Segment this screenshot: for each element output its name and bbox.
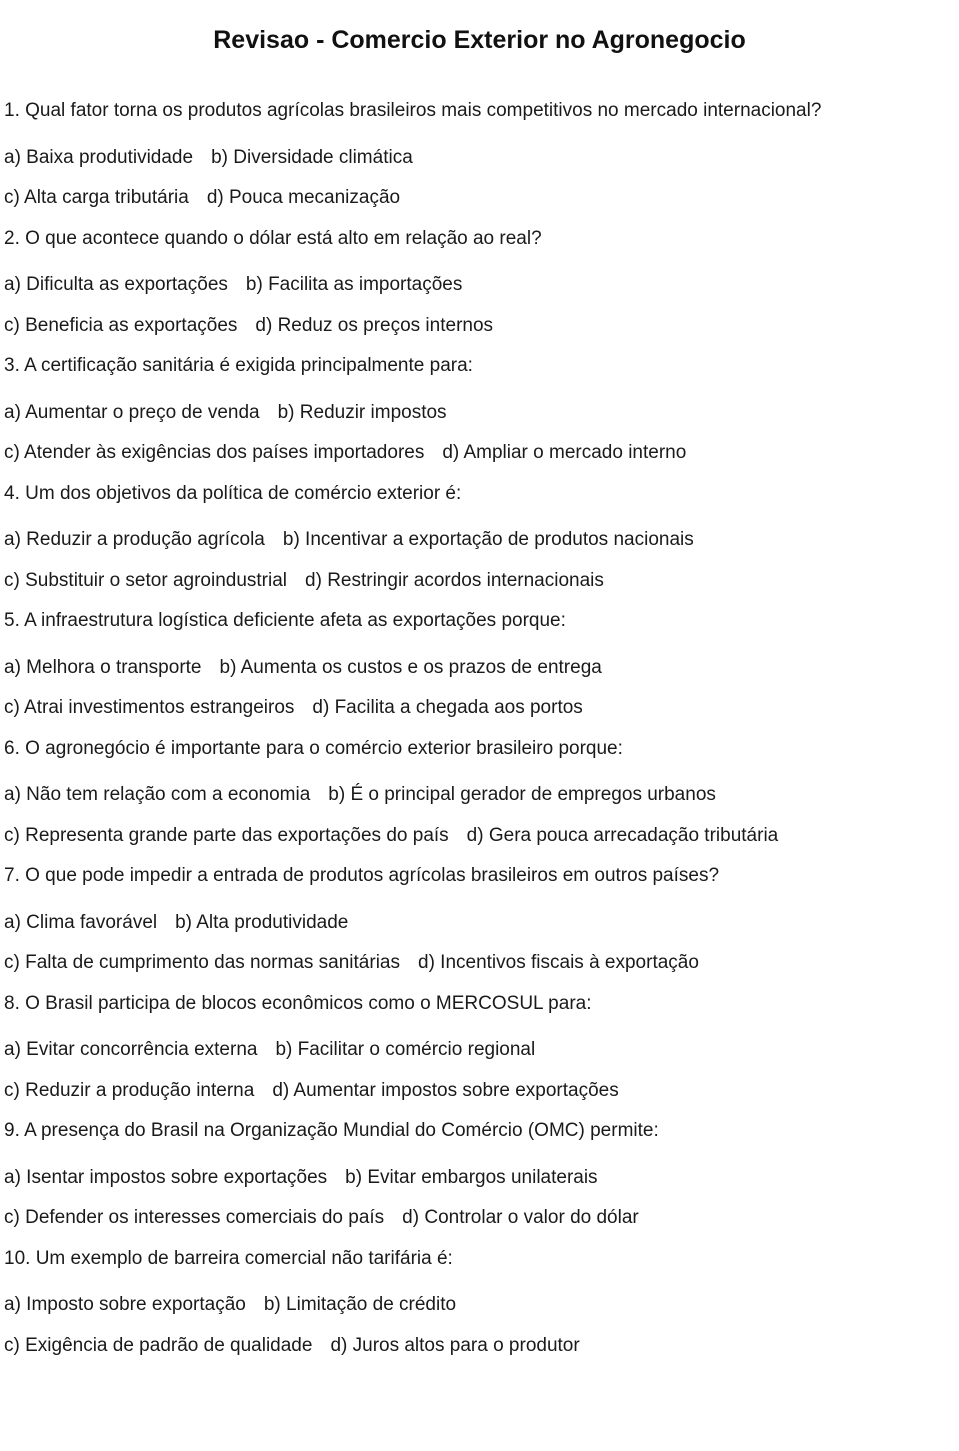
- option-b: b) Aumenta os custos e os prazos de entrega: [219, 656, 602, 678]
- options-row: [4, 311, 954, 352]
- question-text: 7. O que pode impedir a entrada de produtos agrícolas brasileiros em outros países?: [4, 865, 720, 886]
- option-a: a) Não tem relação com a economia: [4, 784, 311, 805]
- option-d: d) Pouca mecanização: [206, 187, 401, 208]
- option-a: a) Evitar concorrência externa: [4, 1039, 258, 1060]
- question-text: 5. A infraestrutura logística deficiente afeta as exportações porque:: [4, 610, 566, 631]
- question-7: [4, 861, 954, 989]
- option-d: d) Aumentar impostos sobre exportações: [272, 1079, 619, 1101]
- option-c: c) Representa grande parte das exportações do país: [4, 824, 449, 846]
- option-d: d) Reduz os preços internos: [255, 314, 494, 336]
- option-a: a) Melhora o transporte: [4, 656, 202, 678]
- option-b: b) Facilitar o comércio regional: [275, 1039, 536, 1060]
- option-d: d) Facilita a chegada aos portos: [312, 697, 583, 718]
- options-row: [4, 908, 954, 949]
- option-a: a) Reduzir a produção agrícola: [4, 529, 265, 550]
- question-text: 9. A presença do Brasil na Organização Mundial do Comércio (OMC) permite:: [4, 1120, 659, 1141]
- option-c: c) Defender os interesses comerciais do país: [4, 1207, 385, 1228]
- options-row: [4, 566, 954, 607]
- question-text: 6. O agronegócio é importante para o comércio exterior brasileiro porque:: [4, 737, 623, 759]
- option-d: d) Gera pouca arrecadação tributária: [466, 824, 779, 846]
- question-text: 8. O Brasil participa de blocos econômicos como o MERCOSUL para:: [4, 992, 592, 1014]
- options-row: [4, 525, 954, 566]
- options-row: [4, 1163, 954, 1204]
- options-row: [4, 1203, 954, 1244]
- question-2: [4, 224, 954, 352]
- options-row: [4, 270, 954, 311]
- option-d: d) Ampliar o mercado interno: [442, 442, 687, 463]
- options-row: [4, 1331, 954, 1372]
- question-8: [4, 989, 954, 1117]
- option-d: d) Incentivos fiscais à exportação: [418, 952, 699, 973]
- option-a: a) Imposto sobre exportação: [4, 1294, 246, 1315]
- question-10: [4, 1244, 954, 1372]
- option-b: b) Evitar embargos unilaterais: [345, 1166, 598, 1188]
- options-row: [4, 653, 954, 694]
- options-row: [4, 1035, 954, 1076]
- option-b: b) Alta produtividade: [175, 911, 349, 933]
- option-a: a) Isentar impostos sobre exportações: [4, 1166, 328, 1188]
- question-text: 3. A certificação sanitária é exigida principalmente para:: [4, 355, 473, 376]
- options-row: [4, 821, 954, 862]
- option-c: c) Reduzir a produção interna: [4, 1079, 255, 1101]
- option-c: c) Alta carga tributária: [4, 187, 189, 208]
- option-b: b) Diversidade climática: [211, 146, 413, 168]
- question-4: [4, 479, 954, 607]
- question-text: 2. O que acontece quando o dólar está alto em relação ao real?: [4, 227, 542, 249]
- option-c: c) Exigência de padrão de qualidade: [4, 1334, 313, 1356]
- page-title: Revisao - Comercio Exterior no Agronegocio: [213, 26, 746, 54]
- option-c: c) Beneficia as exportações: [4, 314, 238, 336]
- option-b: b) Limitação de crédito: [263, 1294, 457, 1315]
- question-9: [4, 1116, 954, 1244]
- option-c: c) Falta de cumprimento das normas sanitárias: [4, 952, 400, 973]
- options-row: [4, 398, 954, 439]
- option-a: a) Baixa produtividade: [4, 146, 194, 168]
- options-row: [4, 438, 954, 479]
- question-text: 10. Um exemplo de barreira comercial não tarifária é:: [4, 1247, 453, 1269]
- options-row: [4, 780, 954, 821]
- option-b: b) Reduzir impostos: [277, 401, 447, 423]
- options-row: [4, 1076, 954, 1117]
- options-row: [4, 693, 954, 734]
- option-c: c) Atender às exigências dos países importadores: [4, 442, 425, 463]
- option-b: b) Incentivar a exportação de produtos nacionais: [282, 529, 694, 550]
- options-row: [4, 1290, 954, 1331]
- question-3: [4, 351, 954, 479]
- option-a: a) Clima favorável: [4, 911, 158, 933]
- option-a: a) Dificulta as exportações: [4, 274, 228, 295]
- question-text: 1. Qual fator torna os produtos agrícolas brasileiros mais competitivos no mercado internacional?: [4, 100, 822, 121]
- option-c: c) Atrai investimentos estrangeiros: [4, 697, 295, 718]
- options-row: [4, 143, 954, 184]
- option-b: b) Facilita as importações: [245, 274, 463, 295]
- question-6: [4, 734, 954, 862]
- question-text: 4. Um dos objetivos da política de comércio exterior é:: [4, 482, 462, 504]
- option-d: d) Controlar o valor do dólar: [402, 1207, 639, 1228]
- options-row: [4, 948, 954, 989]
- question-5: [4, 606, 954, 734]
- option-b: b) É o principal gerador de empregos urbanos: [328, 784, 716, 805]
- question-1: [4, 96, 954, 224]
- option-c: c) Substituir o setor agroindustrial: [4, 569, 288, 591]
- option-d: d) Restringir acordos internacionais: [305, 569, 604, 591]
- option-d: d) Juros altos para o produtor: [330, 1334, 580, 1356]
- options-row: [4, 183, 954, 224]
- question-list: [4, 96, 954, 1371]
- option-a: a) Aumentar o preço de venda: [4, 401, 260, 423]
